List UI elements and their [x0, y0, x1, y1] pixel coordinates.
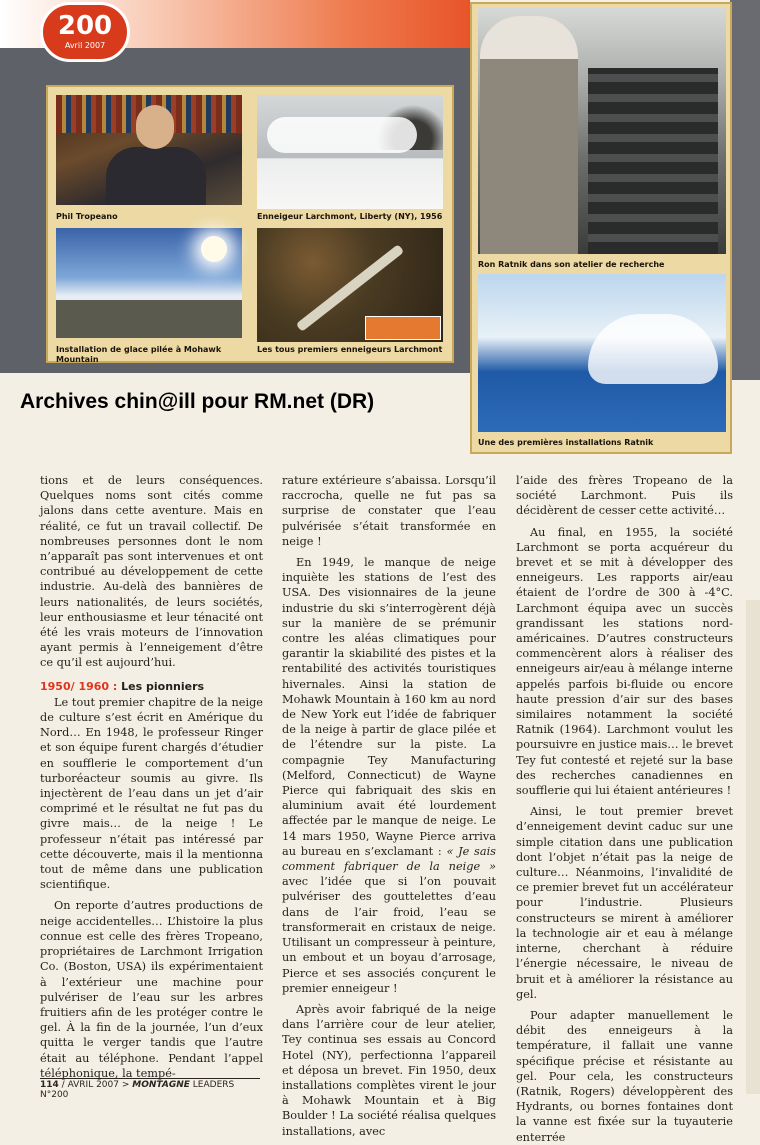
- caption-first-guns: Les tous premiers enneigeurs Larchmont: [257, 345, 443, 354]
- col3-paragraph-2: Au final, en 1955, la société Larchmont se porta acquéreur du brevet et se mit à développer des enneigeurs. Les rapports air/eau étaient de l’ordre de 300 à -4°C. Larchmont équipa avec un succès grandissant les stations nord-américaines. D’autres constructeurs commencèrent alors à réaliser des enneigeurs air/eau à mélange interne appelés parfois bi-fluide ou encore haute pression d’air sur des bases similaires notamment la société Ratnik (1964). Larchmont voulut les poursuivre en justice mais… le brevet Tey fut contesté et rejeté sur la base des recherches canadiennes en soufflerie qui lui étaient antérieures !: [516, 525, 733, 798]
- lab-machine-shape: [588, 68, 718, 254]
- col1-paragraph-1: tions et de leurs conséquences. Quelques noms sont cités comme jalons dans cette aventure. Mais en réalité, ce fut un travail collectif. De nombreuses personnes dont le nom n’apparaît pas sont intervenues et ont contribué au développement de cette industrie. Au-delà des bannières de leurs nationalités, de leurs sociétés, leur enthousiasme et leur ténacité ont été les vrais moteurs de l’innovation ayant permis à l’enneigement d’être ce qu’il est aujourd’hui.: [40, 474, 263, 670]
- photo-first-snow-guns: [257, 228, 443, 342]
- col1-paragraph-3: On reporte d’autres productions de neige accidentelles… L’histoire la plus connue est celle des frères Tropeano, propriétaires de Larchmont Irrigation Co. (Boston, USA) ils expérimentaient à l’extérieur une machine pour pulvériser de l’eau sur les arbres fruitiers afin de les protéger contre le gel. À la fin de la journée, l’un d’eux quitta le verger tandis que l’autre était au téléphone. Pendant l’appel téléphonique, la tempé-: [40, 899, 263, 1080]
- photo-ron-ratnik-lab: [478, 8, 726, 254]
- ron-ratnik-shape: [480, 16, 578, 254]
- footer-page-number: 114: [40, 1080, 59, 1090]
- caption-ratnik-install: Une des premières installations Ratnik: [478, 438, 654, 447]
- col2-quote: « Je sais comment fabriquer de la neige »: [282, 844, 496, 874]
- text-column-3: [516, 473, 733, 1144]
- photo-larchmont-1956: [257, 95, 443, 209]
- heading-year: 1950/ 1960 :: [40, 679, 118, 693]
- photo-phil-tropeano: [56, 95, 242, 205]
- col3-paragraph-1: l’aide des frères Tropeano de la société Larchmont. Puis ils décidèrent de cesser cette activité…: [516, 474, 733, 518]
- page-footer: [40, 1078, 260, 1100]
- photo-ratnik-installation: [478, 274, 726, 432]
- footer-date: / AVRIL 2007 >: [61, 1080, 130, 1090]
- col3-paragraph-3: Ainsi, le tout premier brevet d’enneigement devint caduc sur une simple citation dans une publication dont l’objet n’était pas la neige de culture… Néanmoins, l’invalidité de ce premier brevet fut un accélérateur pour l’industrie. Plusieurs constructeurs se mirent à améliorer la technologie air et eau à mélange interne, cherchant à réduire l’énergie nécessaire, le niveau de bruit et à améliorer la résistance au gel.: [516, 805, 733, 1001]
- heading-text: Les pionniers: [121, 679, 205, 693]
- seal-month: Avril 2007: [64, 41, 106, 50]
- footer-magazine: MONTAGNE: [132, 1080, 190, 1090]
- person-body-shape: [106, 147, 206, 205]
- text-column-1: [40, 473, 263, 1080]
- text-column-2: [282, 473, 496, 1138]
- section-heading: [40, 679, 263, 694]
- col1-paragraph-2: Le tout premier chapitre de la neige de culture s’est écrit en Amérique du Nord… En 1948, le professeur Ringer et son équipe furent chargés d’étudier en soufflerie le comportement d’un turboréacteur soumis au givre. Ils injectèrent de l’eau dans un jet d’air comprimé et le résultat ne fut pas du givre mais… de la neige ! Le professeur n’était pas intéressé par cette découverte, mais il la mentionna tout de même dans une publication scientifique.: [40, 695, 263, 892]
- ground-shape: [56, 300, 242, 338]
- col3-paragraph-4: Pour adapter manuellement le débit des enneigeurs à la température, il fallait une vanne spécifique précise et résistante au gel. Pour cela, les constructeurs (Ratnik, Rogers) développèrent des Hydrants, ou bornes fontaines dont la vanne est fixée sur la tuyauterie enterrée: [516, 1008, 733, 1144]
- person-head-shape: [136, 105, 174, 149]
- col2-paragraph-3: Après avoir fabriqué de la neige dans l’arrière cour de leur atelier, Tey continua ses essais au Concord Hotel (NY), perfectionna l’appareil et déposa un brevet. Fin 1950, deux installations complètes virent le jour à Mohawk Mountain et à Big Boulder ! La société réalisa quelques installations, avec: [282, 1002, 496, 1138]
- snow-plume-shape: [267, 117, 417, 153]
- inset-photo-shape: [365, 316, 441, 340]
- footer-leaders: LEADERS N°200: [40, 1080, 235, 1100]
- caption-larchmont-1956: Enneigeur Larchmont, Liberty (NY), 1956: [257, 212, 443, 221]
- adjacent-page-edge: [746, 600, 760, 1094]
- photo-mohawk-mountain: [56, 228, 242, 338]
- col2-p2-end: avec l’idée que si l’on pouvait pulvériser des gouttelettes d’eau dans de l’air froid, l’eau se transformerait en cristaux de neige. Utilisant un compresseur à peinture, un embout et un boyau d’arrosage, Pierce et ses associés conçurent le premier enneigeur !: [282, 875, 496, 995]
- snow-spray-shape: [588, 314, 718, 384]
- col2-paragraph-2: [282, 555, 496, 996]
- archive-watermark: Archives chin@ill pour RM.net (DR): [20, 390, 375, 413]
- caption-phil: Phil Tropeano: [56, 212, 118, 221]
- caption-mohawk: Installation de glace pilée à Mohawk Mountain: [56, 345, 222, 364]
- col2-paragraph-1: rature extérieure s’abaissa. Lorsqu’il raccrocha, quelle ne fut pas sa surprise de constater que l’eau pulvérisée s’était transformée en neige !: [282, 474, 496, 548]
- caption-ratnik-lab: Ron Ratnik dans son atelier de recherche: [478, 260, 665, 269]
- right-edge-band: [730, 0, 760, 380]
- issue-200-seal: [40, 2, 130, 62]
- sun-shape: [201, 236, 227, 262]
- seal-number: 200: [57, 11, 113, 41]
- col2-p2-start: En 1949, le manque de neige inquiète les stations de l’est des USA. Des visionnaires de la jeune industrie du ski s’interrogèrent déjà sur la manière de se prémunir contre les aléas climatiques pour garantir la skiabilité des pistes et la rentabilité des activités touristiques hivernales. Ainsi la station de Mohawk Mountain à 160 km au nord de New York eut l’idée de fabriquer de la neige à partir de glace pilée et de l’étendre sur la piste. La compagnie Tey Manufacturing (Melford, Connecticut) de Wayne Pierce qui fabriquait des skis en aluminium avait été lourdement affectée par le manque de neige. Le 14 mars 1950, Wayne Pierce arriva au bureau en s’exclamant :: [282, 556, 496, 858]
